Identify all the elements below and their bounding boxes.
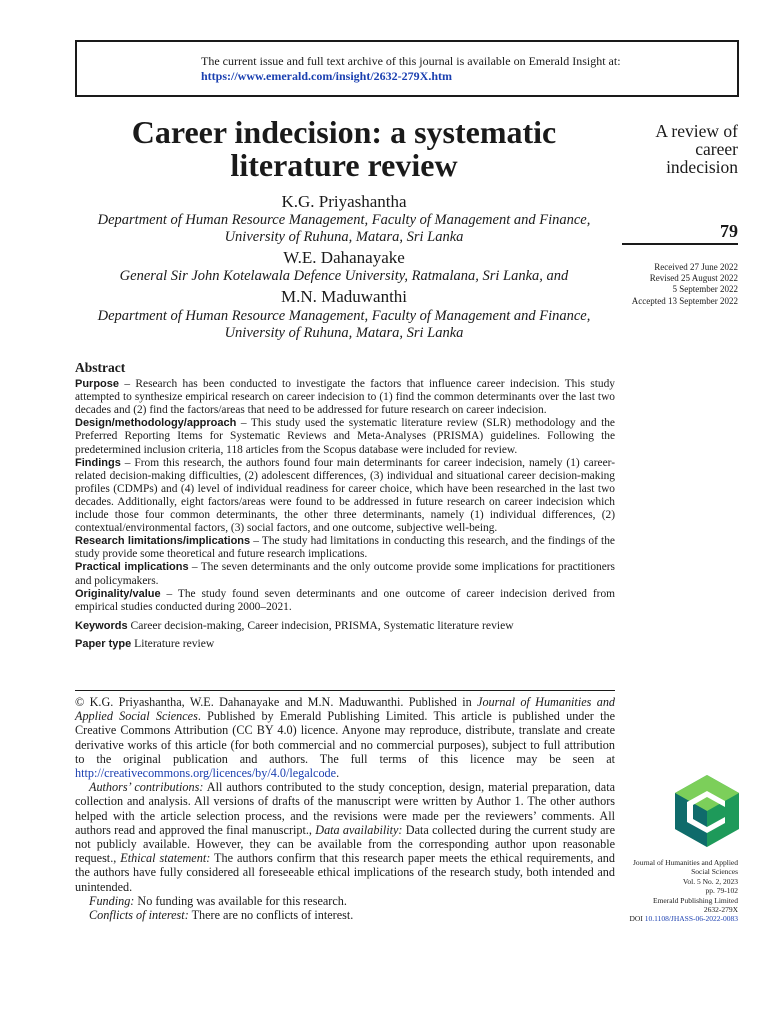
funding-label: Funding: (89, 893, 135, 908)
running-title-line-2: career (695, 139, 738, 159)
keywords-text: Career decision-making, Career indecision, PRISMA, Systematic literature review (127, 618, 514, 632)
article-dates (612, 262, 738, 307)
ethical-label: Ethical statement: (120, 851, 211, 866)
contrib-text: All authors contributed to the study conception, design, material preparation, data collection and analysis. All versions of drafts of the manuscript were written by Author 1. The other authors helped with the article selection process, and the revisions were made per the reviewers’ comments. All authors read and approved the final manuscript., (75, 780, 615, 837)
affiliation-1-line-1: Department of Human Resource Management, Faculty of Management and Finance, (97, 212, 591, 228)
doi-label: DOI (629, 914, 645, 924)
date-accepted: Accepted 13 September 2022 (631, 295, 738, 306)
running-title-line-1: A review of (655, 121, 738, 141)
license-notes (75, 695, 615, 922)
conflicts-label: Conflicts of interest: (89, 908, 189, 923)
affiliation-1-line-2: University of Ruhuna, Matara, Sri Lanka (224, 229, 464, 245)
journal-name-line-2: Social Sciences (691, 867, 738, 877)
sidebar-divider (622, 243, 738, 245)
keywords-label: Keywords (75, 619, 128, 632)
abstract-limitations (75, 535, 615, 561)
author-affiliation-2 (75, 268, 613, 285)
practical-label: Practical implications (75, 561, 189, 574)
author-name-1: K.G. Priyashantha (281, 192, 407, 211)
article-title (75, 116, 613, 182)
archive-notice-text: The current issue and full text archive of this journal is available on Emerald Insight at: (201, 54, 621, 68)
title-line-1: Career indecision: a systematic (131, 114, 557, 150)
journal-name-line-1: Journal of Humanities and Applied (633, 858, 738, 867)
abstract-paper-type (75, 637, 615, 651)
abstract-design (75, 417, 615, 456)
paper-type-label: Paper type (75, 637, 132, 650)
title-line-2: literature review (230, 147, 458, 183)
originality-label: Originality/value (75, 587, 161, 600)
abstract-findings (75, 457, 615, 536)
journal-name-italic: Journal of Humanities and Applied Social Sciences (75, 695, 616, 724)
practical-text: – The seven determinants and the only outcome provide some implications for practitioners and policymakers. (75, 561, 615, 587)
abstract-section (75, 361, 615, 651)
journal-info (612, 858, 738, 924)
abstract-practical (75, 561, 615, 587)
abstract-purpose (75, 378, 615, 417)
journal-pages: pp. 79-102 (705, 886, 738, 896)
abstract-originality (75, 588, 615, 614)
date-revised-2: 5 September 2022 (672, 284, 738, 295)
date-revised: Revised 25 August 2022 (649, 273, 738, 284)
availability-label: Data availability: (315, 822, 403, 837)
availability-text: Data collected during the current study are not publicly available. However, they can be available from the corresponding author upon reasonable request., (75, 822, 615, 866)
licence-link[interactable]: http://creativecommons.org/licences/by/4.0/legalcode (75, 766, 337, 781)
doi-link[interactable]: 10.1108/JHASS-06-2022-0083 (644, 914, 738, 924)
author-name-3: M.N. Maduwanthi (280, 287, 408, 306)
archive-link[interactable]: https://www.emerald.com/insight/2632-279X.htm (201, 69, 452, 83)
contrib-label: Authors’ contributions: (89, 780, 204, 795)
author-name-2: W.E. Dahanayake (283, 248, 405, 267)
journal-publisher: Emerald Publishing Limited (653, 895, 738, 905)
abstract-heading: Abstract (75, 360, 126, 375)
affiliation-3-line-2: University of Ruhuna, Matara, Sri Lanka (224, 325, 464, 341)
findings-text: – From this research, the authors found four main determinants for career indecision, namely (1) career-related decision-making difficulties, (2) adolescent differences, (3) individual and situational career decision-making profiles (CDMPs) and (4) level of individual readiness for career choice, which have been researched in the last two decades. Additionally, eight factors/areas were found to be addressed in future research on career indecision which include those four common determinants, the other three determinants, namely (1) individual differences, (2) contextual/environmental factors, (3) social factors, and one outcome, subjective well-being. (75, 456, 615, 535)
running-title-line-3: indecision (666, 157, 738, 177)
design-label: Design/methodology/approach (75, 417, 237, 430)
copyright-text-b: . Published by Emerald Publishing Limited. This article is published under the Creative Commons Attribution (CC BY 4.0) licence. Anyone may reproduce, distribute, translate and create derivative works of this article (for both commercial and no commercial purposes), subject to full attribution to the original publication and authors. The full terms of this licence may be seen at (75, 709, 615, 766)
conflicts-text: There are no conflicts of interest. (188, 908, 354, 923)
funding-text: No funding was available for this research. (134, 893, 347, 908)
affiliation-3-line-1: Department of Human Resource Management, Faculty of Management and Finance, (97, 308, 591, 324)
limitations-label: Research limitations/implications (75, 535, 251, 548)
copyright-paragraph (75, 695, 615, 780)
design-text: – This study used the systematic literature review (SLR) methodology and the Preferred Reporting Items for Systematic Reviews and Meta-Analyses (PRISMA) guidelines. Following the predetermined inclusion criteria, 118 articles from the Scopus database were included for review. (75, 417, 615, 456)
journal-logo-icon (675, 775, 739, 847)
originality-text: – The study found seven determinants and one outcome of career indecision derived from empirical studies conducted during 2000–2021. (75, 587, 615, 613)
archive-notice (201, 54, 621, 84)
funding-paragraph (75, 894, 615, 908)
limitations-text: – The study had limitations in conducting this research, and the findings of the study provide some theoretical and future research implications. (75, 535, 615, 561)
purpose-label: Purpose (75, 378, 120, 391)
journal-issn: 2632-279X (703, 905, 738, 915)
author-affiliation-3 (75, 308, 613, 342)
page-number: 79 (720, 221, 738, 241)
abstract-keywords (75, 619, 615, 633)
affiliation-2-line-1: General Sir John Kotelawala Defence University, Ratmalana, Sri Lanka, and (119, 268, 569, 284)
findings-label: Findings (75, 456, 121, 469)
contributions-paragraph (75, 780, 615, 894)
journal-doi (612, 914, 738, 923)
paper-type-text: Literature review (131, 636, 215, 650)
archive-notice-box (75, 40, 739, 97)
ethical-text: The authors confirm that this research paper meets the ethical requirements, and the authors have fully considered all foreseeable ethical implications of the research study, both intended and unintended. (75, 851, 615, 894)
purpose-text: – Research has been conducted to investigate the factors that influence career indecision. This study attempted to synthesize empirical research on career indecision to (1) find the common determinants over the last two decades and (2) find the factors/areas that need to be addressed for future research on career indecision. (75, 378, 615, 417)
running-title (622, 122, 738, 176)
conflicts-paragraph (75, 908, 615, 922)
copyright-text-a: © K.G. Priyashantha, W.E. Dahanayake and M.N. Maduwanthi. Published in (75, 695, 478, 709)
footnote-divider (75, 690, 615, 691)
author-affiliation-1 (75, 212, 613, 246)
journal-volume: Vol. 5 No. 2, 2023 (682, 876, 738, 886)
date-received: Received 27 June 2022 (654, 262, 738, 272)
copyright-text-c: . (336, 766, 340, 781)
